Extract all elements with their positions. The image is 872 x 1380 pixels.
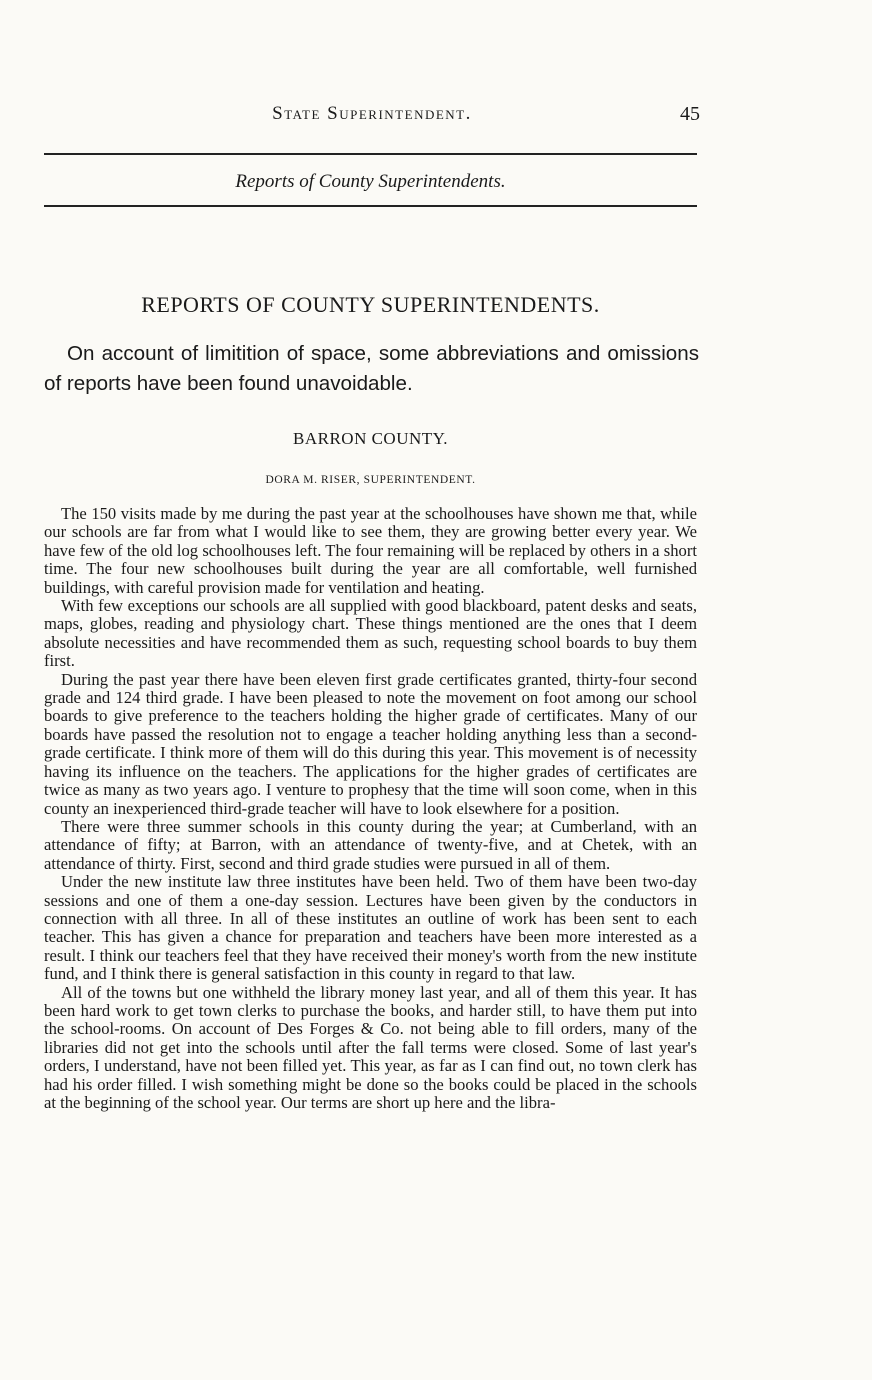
county-heading: BARRON COUNTY.: [293, 429, 448, 448]
report-paragraph: During the past year there have been eleven first grade certificates granted, thirty-four second grade and 124 third grade. I have been pleased to note the movement on foot among our school boards to give preference to the teachers holding the higher grade of certificates. Many of our boards have passed the resolution not to engage a teacher holding anything less than a second-grade certificate. I think more of them will do this during this year. This movement is of necessity having its influence on the teachers. The applications for the higher grades of certificates are twice as many as two years ago. I venture to prophesy that the time will soon come, when in this county an inexperienced third-grade teacher will have to look elsewhere for a position.: [44, 669, 697, 818]
header-rule-bottom: [44, 205, 697, 207]
running-header: [44, 103, 700, 129]
report-paragraph: There were three summer schools in this county during the year; at Cumberland, with an attendance of fifty; at Barron, with an attendance of twenty-five, and at Chetek, with an attendance of thirty. First, second and third grade studies were pursued in all of them.: [44, 816, 697, 873]
section-heading: Reports of County Superintendents.: [235, 171, 506, 192]
report-body: [44, 505, 697, 1112]
intro-note: On account of limitition of space, some abbreviations and omissions of reports have been found unavoidable.: [44, 342, 699, 395]
header-rule-top: [44, 153, 697, 155]
page-number: 45: [680, 103, 700, 125]
superintendent-byline: DORA M. RISER, SUPERINTENDENT.: [265, 474, 476, 486]
report-paragraph: Under the new institute law three institutes have been held. Two of them have been two-day sessions and one of them a one-day session. Lectures have been given by the conductors in connection with all three. In all of these institutes an outline of work has been sent to each teacher. This has given a chance for preparation and teachers have been more interested as a result. I think our teachers feel that they have received their money's worth from the new institute fund, and I think there is general satisfaction in this county in regard to that law.: [44, 872, 697, 984]
page-title: REPORTS OF COUNTY SUPERINTENDENTS.: [141, 292, 600, 317]
running-title: State Superintendent.: [272, 103, 472, 124]
report-paragraph: With few exceptions our schools are all supplied with good blackboard, patent desks and seats, maps, globes, reading and physiology chart. These things mentioned are the ones that I deem absolute necessities and have recommended them as such, requesting school boards to buy them first.: [44, 596, 697, 671]
report-paragraph: The 150 visits made by me during the past year at the schoolhouses have shown me that, while our schools are far from what I would like to see them, they are growing better every year. We have few of the old log schoolhouses left. The four remaining will be replaced by others in a short time. The four new schoolhouses built during the year are all comfortable, well furnished buildings, with careful provision made for ventilation and heating.: [44, 504, 697, 597]
report-paragraph: All of the towns but one withheld the library money last year, and all of them this year. It has been hard work to get town clerks to purchase the books, and harder still, to have them put into the school-rooms. On account of Des Forges & Co. not being able to fill orders, many of the libraries did not get into the schools until after the fall terms were closed. Some of last year's orders, I understand, have not been filled yet. This year, as far as I can find out, no town clerk has had his order filled. I wish something might be done so the books could be placed in the schools at the beginning of the school year. Our terms are short up here and the libra-: [44, 982, 697, 1112]
